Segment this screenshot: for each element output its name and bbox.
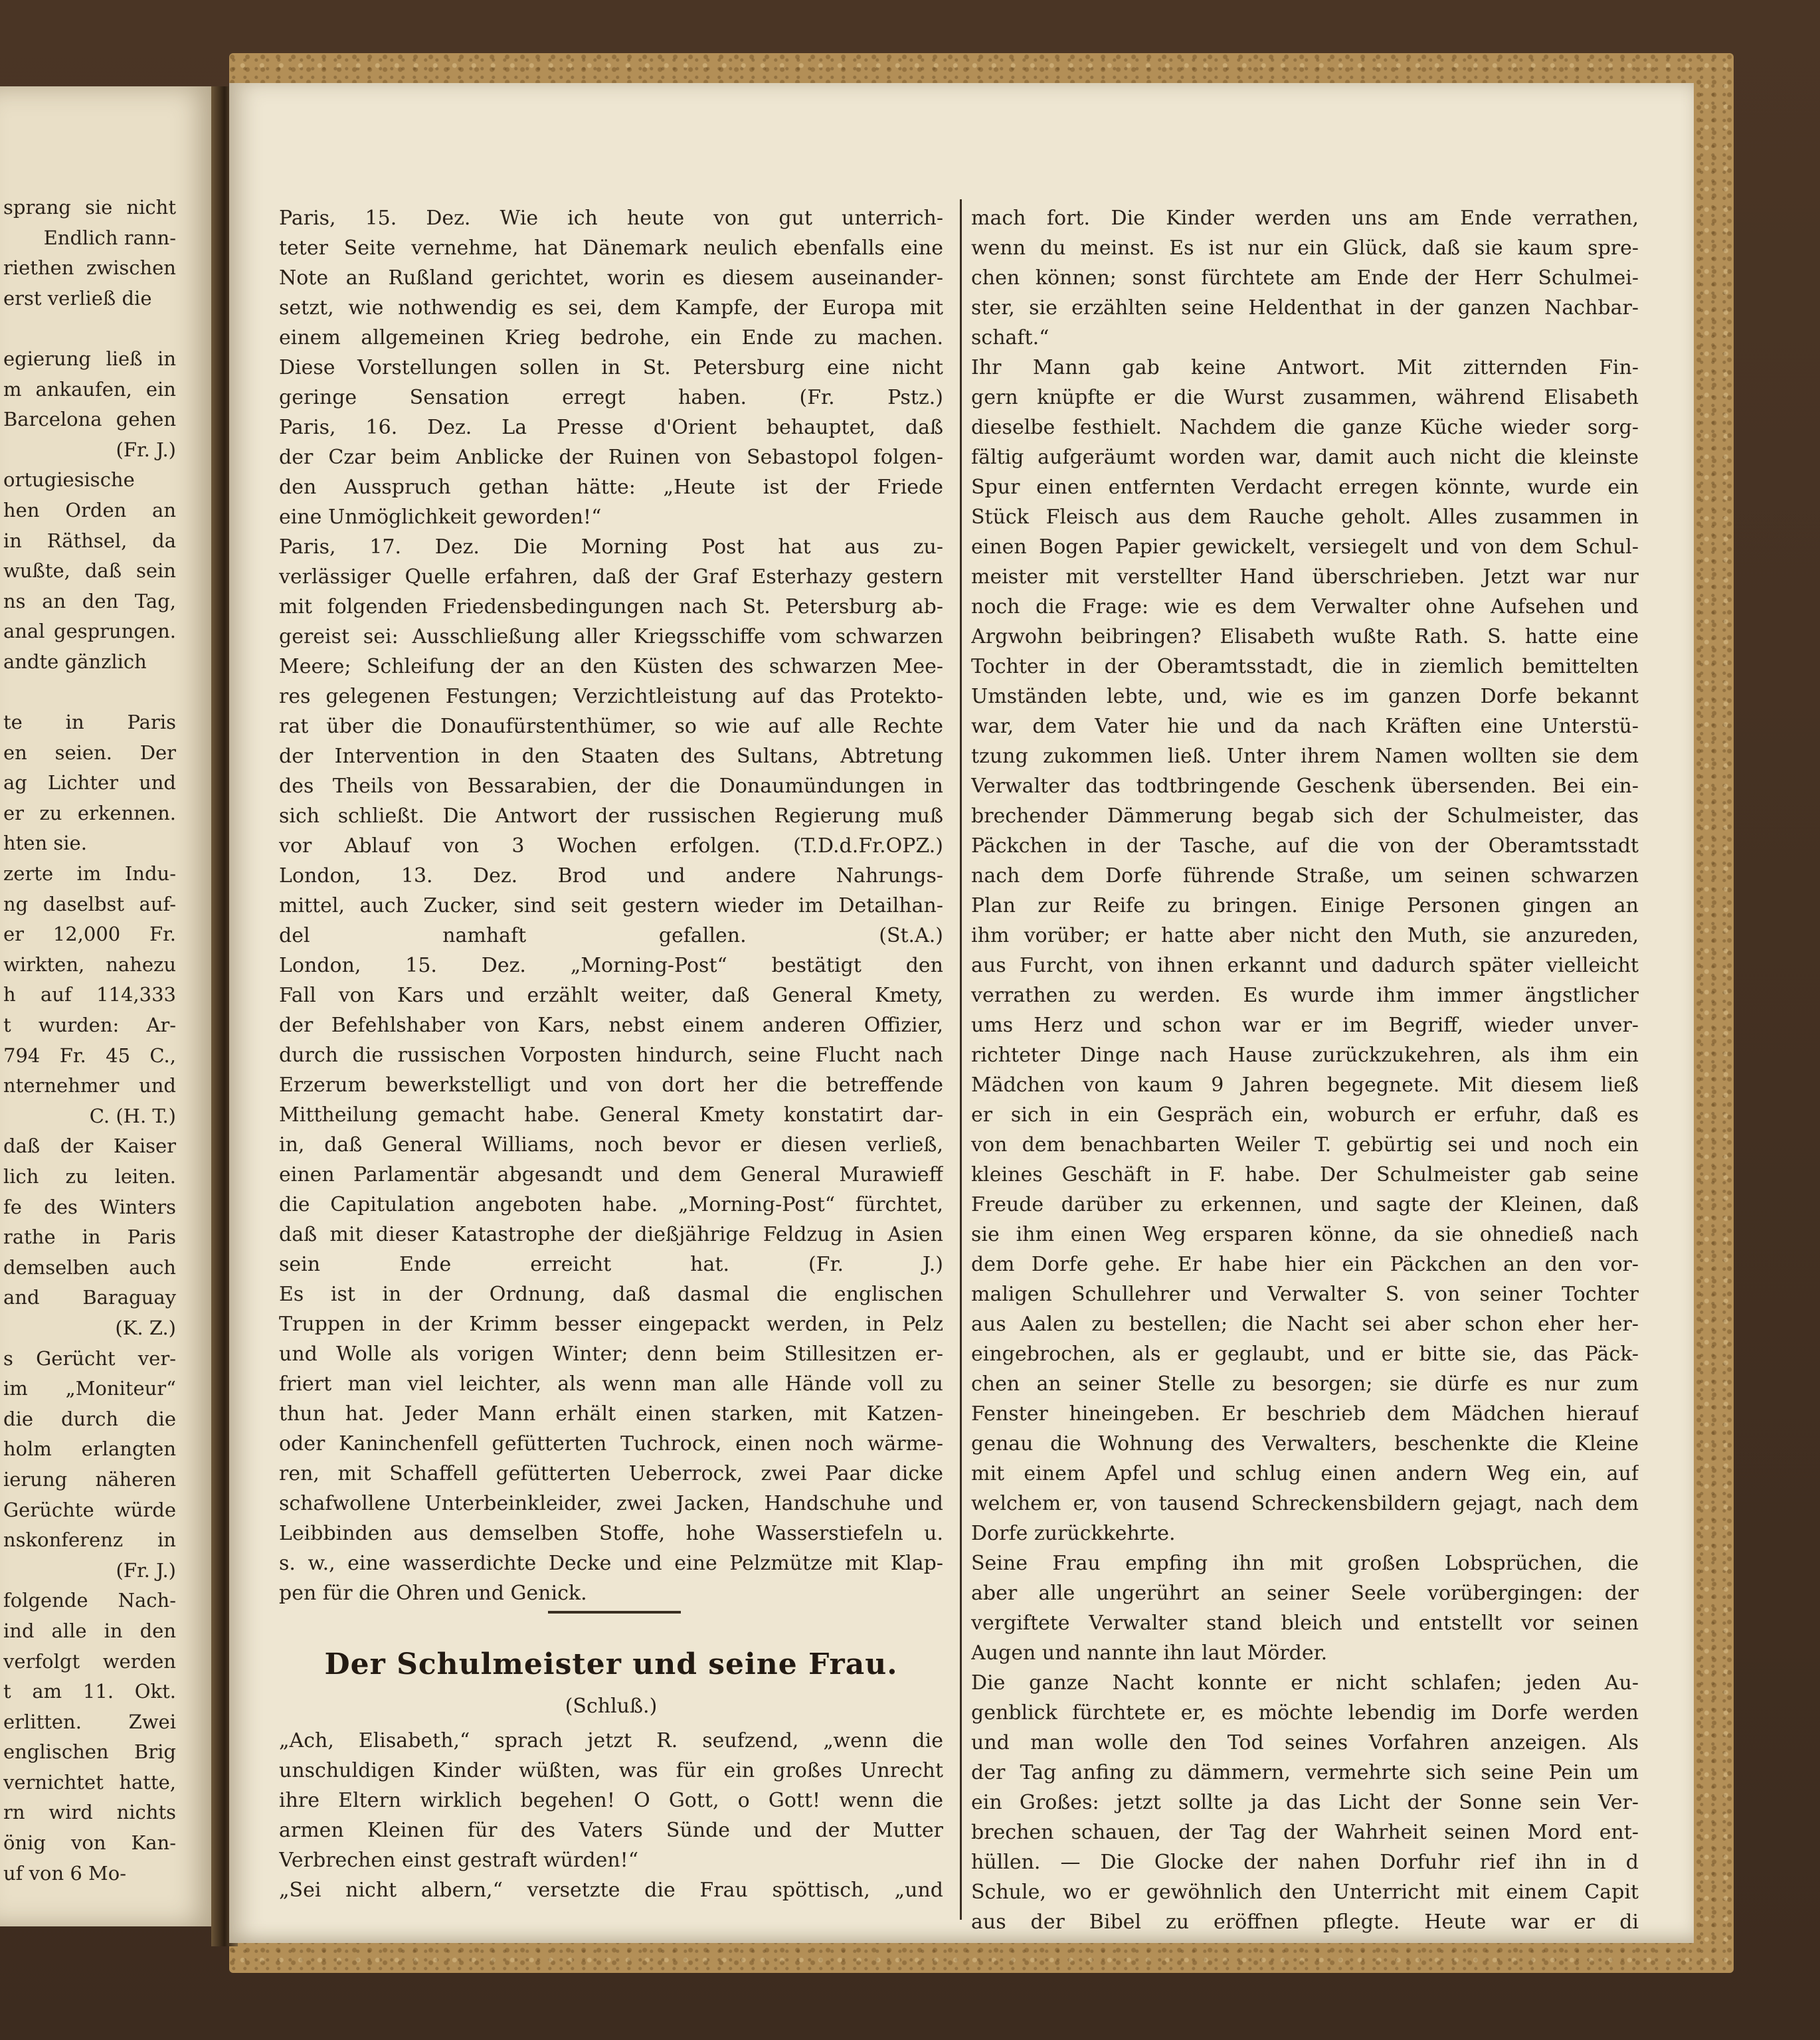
text-line: rn wird nichts (3, 1801, 176, 1824)
text-line: Verbrechen einst gestraft würden!“ (279, 1849, 639, 1872)
text-line: mittel, auch Zucker, sind seit gestern wieder im Detailhan- (279, 894, 943, 917)
text-line: schaft.“ (971, 326, 1049, 349)
text-line: Es ist in der Ordnung, daß dasmal die englischen (279, 1283, 943, 1306)
text-line: Paris, 15. Dez. Wie ich heute von gut unterrich- (279, 207, 943, 230)
news-column (279, 203, 943, 1608)
text-line: dem Dorfe gehe. Er habe hier ein Päckchen an den vor- (971, 1253, 1639, 1276)
text-line: Gerüchte würde (3, 1498, 176, 1521)
text-line: durch die russischen Vorposten hindurch, seine Flucht nach (279, 1044, 943, 1067)
text-line: den Ausspruch gethan hätte: „Heute ist der Friede (279, 476, 943, 499)
text-line: rat über die Donaufürstenthümer, so wie auf alle Rechte (279, 715, 943, 738)
text-line: „Sei nicht albern,“ versetzte die Frau spöttisch, „und (279, 1879, 943, 1902)
text-line: gern knüpfte er die Wurst zusammen, während Elisabeth (971, 386, 1639, 409)
text-line: (Fr. J.) (116, 1558, 176, 1582)
text-line: Seine Frau empfing ihn mit großen Lobsprüchen, die (971, 1552, 1639, 1575)
text-line: nach dem Dorfe führende Straße, um seinen schwarzen (971, 864, 1639, 887)
text-line: anal gesprungen. (3, 620, 176, 643)
text-line: daß mit dieser Katastrophe der dießjährige Feldzug in Asien (279, 1223, 943, 1246)
text-line: Paris, 17. Dez. Die Morning Post hat aus zu- (279, 535, 943, 559)
text-line: sich schließt. Die Antwort der russischen Regierung muß (279, 804, 943, 828)
text-line: ind alle in den (3, 1619, 176, 1642)
text-line: genau die Wohnung des Verwalters, beschenkte die Kleine (971, 1432, 1639, 1455)
text-line: im „Moniteur“ (3, 1377, 176, 1400)
text-line: unschuldigen Kinder wüßten, was für ein großes Unrecht (279, 1759, 943, 1782)
text-line: andte gänzlich (3, 650, 147, 673)
text-line: „Ach, Elisabeth,“ sprach jetzt R. seufzend, „wenn die (279, 1729, 943, 1752)
text-line: t am 11. Okt. (3, 1680, 176, 1703)
text-line: thun hat. Jeder Mann erhält einen starken, mit Katzen- (279, 1402, 943, 1426)
text-line: (Fr. J.) (116, 438, 176, 461)
text-line: des Theils von Bessarabien, der die Donaumündungen in (279, 775, 943, 798)
text-line: Mädchen von kaum 9 Jahren begegnete. Mit diesem ließ (971, 1073, 1639, 1097)
text-line: s Gerücht ver- (3, 1346, 176, 1370)
text-line: die durch die (3, 1407, 176, 1430)
text-line: ag Lichter und (3, 771, 176, 794)
text-line: and Baraguay (3, 1286, 176, 1309)
text-line: ortugiesische (3, 468, 135, 492)
text-line: wenn du meinst. Es ist nur ein Glück, daß sie kaum spre- (971, 236, 1639, 260)
text-line: brechen schauen, der Tag der Wahrheit seinen Mord ent- (971, 1821, 1639, 1844)
text-line: sprang sie nicht (3, 196, 176, 219)
text-line: und man wolle den Tod seines Vorfahren anzeigen. Als (971, 1731, 1639, 1754)
text-line: ierung näheren (3, 1467, 176, 1491)
story-subtitle: (Schluß.) (565, 1695, 658, 1718)
text-line: mit folgenden Friedensbedingungen nach St. Petersburg ab- (279, 595, 943, 618)
text-line: Umständen lebte, und, wie es im ganzen Dorfe bekannt (971, 685, 1639, 708)
text-line: nskonferenz in (3, 1529, 176, 1552)
text-line: Note an Rußland gerichtet, worin es diesem auseinander- (279, 266, 943, 290)
text-line: vernichtet hatte, (3, 1770, 176, 1794)
text-line (3, 314, 176, 344)
text-line: verfolgt werden (3, 1649, 176, 1673)
text-line: aber alle ungerührt an seiner Seele vorübergingen: der (971, 1582, 1639, 1605)
text-line: Truppen in der Krimm besser eingepackt werden, in Pelz (279, 1313, 943, 1336)
text-line: London, 13. Dez. Brod und andere Nahrungs- (279, 864, 943, 887)
text-line: kleines Geschäft in F. habe. Der Schulmeister gab seine (971, 1163, 1639, 1186)
text-line: ein Großes: jetzt sollte ja das Licht der Sonne sein Ver- (971, 1791, 1639, 1814)
text-line: teter Seite vernehme, hat Dänemark neulich ebenfalls eine (279, 236, 943, 260)
text-line: Plan zur Reife zu bringen. Einige Personen gingen an (971, 894, 1639, 917)
text-line: Stück Fleisch aus dem Rauche geholt. Alles zusammen in (971, 506, 1639, 529)
text-line: genblick fürchtete er, es möchte lebendig im Dorfe werden (971, 1701, 1639, 1724)
column-rule (960, 199, 962, 1920)
text-line: maligen Schullehrer und Verwalter S. von seiner Tochter (971, 1283, 1639, 1306)
text-line: nternehmer und (3, 1074, 176, 1097)
text-line: res gelegenen Festungen; Verzichtleistung auf das Protekto- (279, 685, 943, 708)
text-line: einen Bogen Papier gewickelt, versiegelt und von dem Schul- (971, 535, 1639, 559)
text-line: ihre Eltern wirklich begehen! O Gott, o Gott! wenn die (279, 1789, 943, 1812)
text-line: vergiftete Verwalter stand bleich und entstellt vor seinen (971, 1612, 1639, 1635)
text-line: Schule, wo er gewöhnlich den Unterricht mit einem Capit (971, 1881, 1639, 1904)
text-line: Freude darüber zu erkennen, und sagte der Kleinen, daß (971, 1193, 1639, 1216)
text-line: Barcelona gehen (3, 408, 176, 431)
text-line: Paris, 16. Dez. La Presse d'Orient behauptet, daß (279, 416, 943, 439)
text-line: einem allgemeinen Krieg bedrohe, ein Ende zu machen. (279, 326, 943, 349)
text-line: chen an seiner Stelle zu besorgen; sie dürfe es nur zum (971, 1372, 1639, 1396)
text-line: in, daß General Williams, noch bevor er diesen verließ, (279, 1133, 943, 1157)
text-line: folgende Nach- (3, 1589, 176, 1612)
text-line: Mittheilung gemacht habe. General Kmety konstatirt dar- (279, 1103, 943, 1127)
text-line: hen Orden an (3, 498, 176, 521)
text-line: gereist sei: Ausschließung aller Kriegsschiffe vom schwarzen (279, 625, 943, 648)
text-line: erlitten. Zwei (3, 1710, 176, 1733)
text-line: aus Aalen zu bestellen; die Nacht sei aber schon eher her- (971, 1313, 1639, 1336)
text-line: Meere; Schleifung der an den Küsten des schwarzen Mee- (279, 655, 943, 678)
text-line: dieselbe festhielt. Nachdem die ganze Küche wieder sorg- (971, 416, 1639, 439)
text-line: sein Ende erreicht hat. (Fr. J.) (279, 1253, 943, 1276)
text-line: in Räthsel, da (3, 529, 176, 552)
text-line: s. w., eine wasserdichte Decke und eine Pelzmütze mit Klap- (279, 1552, 943, 1575)
text-line: fältig aufgeräumt worden war, damit auch nicht die kleinste (971, 446, 1639, 469)
text-line: tzung zukommen ließ. Unter ihrem Namen wollten sie dem (971, 745, 1639, 768)
text-line: der Befehlshaber von Kars, nebst einem anderen Offizier, (279, 1014, 943, 1037)
text-line: ren, mit Schaffell gefütterten Ueberrock, zwei Paar dicke (279, 1462, 943, 1485)
text-line: zerte im Indu- (3, 862, 176, 885)
text-line: rathe in Paris (3, 1226, 176, 1249)
text-line: riethen zwischen (3, 256, 176, 280)
text-line: mach fort. Die Kinder werden uns am Ende verrathen, (971, 207, 1639, 230)
text-line: vor Ablauf von 3 Wochen erfolgen. (T.D.d.Fr.OPZ.) (279, 834, 943, 858)
text-line: lich zu leiten. (3, 1165, 176, 1188)
text-line: uf von 6 Mo- (3, 1861, 126, 1885)
story-continuation-column (971, 203, 1639, 1937)
text-line: Tochter in der Oberamtsstadt, die in ziemlich bemittelten (971, 655, 1639, 678)
text-line: eingebrochen, als er geglaubt, und er bitte sie, das Päck- (971, 1343, 1639, 1366)
text-line: Leibbinden aus demselben Stoffe, hohe Wasserstiefeln u. (279, 1522, 943, 1545)
text-line: er zu erkennen. (3, 801, 176, 824)
text-line: Endlich rann- (43, 226, 176, 249)
text-line: Spur einen entfernten Verdacht erregen könnte, wurde ein (971, 476, 1639, 499)
text-line: demselben auch (3, 1255, 176, 1279)
text-line: aus der Bibel zu eröffnen pflegte. Heute war er di (971, 1910, 1639, 1934)
text-line: setzt, wie nothwendig es sei, dem Kampfe, der Europa mit (279, 296, 943, 320)
text-line: und Wolle als vorigen Winter; denn beim Stillesitzen er- (279, 1343, 943, 1366)
text-line: sie ihm einen Weg ersparen könne, da sie ohnedieß nach (971, 1223, 1639, 1246)
text-line: chen können; sonst fürchtete am Ende der Herr Schulmei- (971, 266, 1639, 290)
text-line: wußte, daß sein (3, 559, 176, 583)
text-line: ihm vorüber; er hatte aber nicht den Muth, sie anzureden, (971, 924, 1639, 947)
text-line: London, 15. Dez. „Morning-Post“ bestätigt den (279, 954, 943, 977)
text-line: der Intervention in den Staaten des Sultans, Abtretung (279, 745, 943, 768)
text-line: oder Kaninchenfell gefütterten Tuchrock, einen noch wärme- (279, 1432, 943, 1455)
text-line: eine Unmöglichkeit geworden!“ (279, 506, 602, 529)
text-line: verrathen zu werden. Es wurde ihm immer ängstlicher (971, 984, 1639, 1007)
text-line: Argwohn beibringen? Elisabeth wußte Rath. S. hatte eine (971, 625, 1639, 648)
text-line: önig von Kan- (3, 1831, 176, 1855)
text-line: h auf 114,333 (3, 983, 176, 1006)
text-line: Diese Vorstellungen sollen in St. Petersburg eine nicht (279, 356, 943, 379)
text-line: brechender Dämmerung begab sich der Schulmeister, das (971, 804, 1639, 828)
text-line: richteter Dinge nach Hause zurückzukehren, als ihm ein (971, 1044, 1639, 1067)
text-line: schafwollene Unterbeinkleider, zwei Jacken, Handschuhe und (279, 1492, 943, 1515)
text-line: fe des Winters (3, 1195, 176, 1218)
text-line: ums Herz und schon war er im Begriff, wieder unver- (971, 1014, 1639, 1037)
text-line: Fall von Kars und erzählt weiter, daß General Kmety, (279, 984, 943, 1007)
text-line: ns an den Tag, (3, 589, 176, 612)
text-line: war, dem Vater hie und da nach Kräften eine Unterstü- (971, 715, 1639, 738)
text-line: geringe Sensation erregt haben. (Fr. Pstz.) (279, 386, 943, 409)
text-line: (K. Z.) (115, 1316, 176, 1339)
text-line: C. (H. T.) (89, 1104, 176, 1127)
text-line: mit einem Apfel und schlug einen andern Weg ein, auf (971, 1462, 1639, 1485)
text-line: verlässiger Quelle erfahren, daß der Graf Esterhazy gestern (279, 565, 943, 589)
text-line: er 12,000 Fr. (3, 923, 176, 946)
text-line: Die ganze Nacht konnte er nicht schlafen; jeden Au- (971, 1671, 1639, 1695)
text-line: Fenster hineingeben. Er beschrieb dem Mädchen hierauf (971, 1402, 1639, 1426)
text-line: del namhaft gefallen. (St.A.) (279, 924, 943, 947)
text-line: welchem er, von tausend Schreckensbildern gejagt, nach dem (971, 1492, 1639, 1515)
text-line: hüllen. — Die Glocke der nahen Dorfuhr rief ihn in d (971, 1851, 1639, 1874)
text-line: egierung ließ in (3, 347, 176, 370)
text-line: ster, sie erzählten seine Heldenthat in der ganzen Nachbar- (971, 296, 1639, 320)
text-line: englischen Brig (3, 1740, 176, 1764)
story-opening-column (279, 1726, 943, 1905)
text-line: Augen und nannte ihn laut Mörder. (971, 1641, 1328, 1665)
text-line: 794 Fr. 45 C., (3, 1044, 176, 1067)
text-line: wirkten, nahezu (3, 953, 176, 976)
text-line: die Capitulation angeboten habe. „Morning-Post“ fürchtet, (279, 1193, 943, 1216)
story-title: Der Schulmeister und seine Frau. (324, 1647, 898, 1681)
text-line: te in Paris (3, 711, 176, 734)
text-line: meister mit verstellter Hand überschrieben. Jetzt war nur (971, 565, 1639, 589)
text-line: der Tag anfing zu dämmern, vermehrte sich seine Pein um (971, 1761, 1639, 1784)
text-line: noch die Frage: wie es dem Verwalter ohne Aufsehen und (971, 595, 1639, 618)
text-line: holm erlangten (3, 1437, 176, 1461)
text-line: der Czar beim Anblicke der Ruinen von Sebastopol folgen- (279, 446, 943, 469)
left-page (0, 86, 219, 1926)
text-line: Päckchen in der Tasche, auf die von der Oberamtsstadt (971, 834, 1639, 858)
text-line: daß der Kaiser (3, 1135, 176, 1158)
text-line: friert man viel leichter, als wenn man alle Hände voll zu (279, 1372, 943, 1396)
text-line: t wurden: Ar- (3, 1014, 176, 1037)
text-line: von dem benachbarten Weiler T. gebürtig sei und noch ein (971, 1133, 1639, 1157)
text-line: hten sie. (3, 832, 87, 855)
text-line: erst verließ die (3, 286, 152, 310)
section-separator (548, 1611, 681, 1614)
left-page-column (3, 193, 176, 1889)
text-line (3, 678, 176, 708)
text-line: Verwalter das todtbringende Geschenk übersenden. Bei ein- (971, 775, 1639, 798)
text-line: en seien. Der (3, 741, 176, 764)
text-line: pen für die Ohren und Genick. (279, 1582, 587, 1605)
text-line: Dorfe zurückkehrte. (971, 1522, 1176, 1545)
text-line: einen Parlamentär abgesandt und dem General Murawieff (279, 1163, 943, 1186)
text-line: m ankaufen, ein (3, 377, 176, 401)
text-line: Erzerum bewerkstelligt und von dort her die betreffende (279, 1073, 943, 1097)
text-line: armen Kleinen für des Vaters Sünde und der Mutter (279, 1819, 943, 1842)
text-line: ng daselbst auf- (3, 892, 176, 915)
text-line: aus Furcht, von ihnen erkannt und dadurch später vielleicht (971, 954, 1639, 977)
text-line: Ihr Mann gab keine Antwort. Mit zitternden Fin- (971, 356, 1639, 379)
text-line: er sich in ein Gespräch ein, woburch er erfuhr, daß es (971, 1103, 1639, 1127)
